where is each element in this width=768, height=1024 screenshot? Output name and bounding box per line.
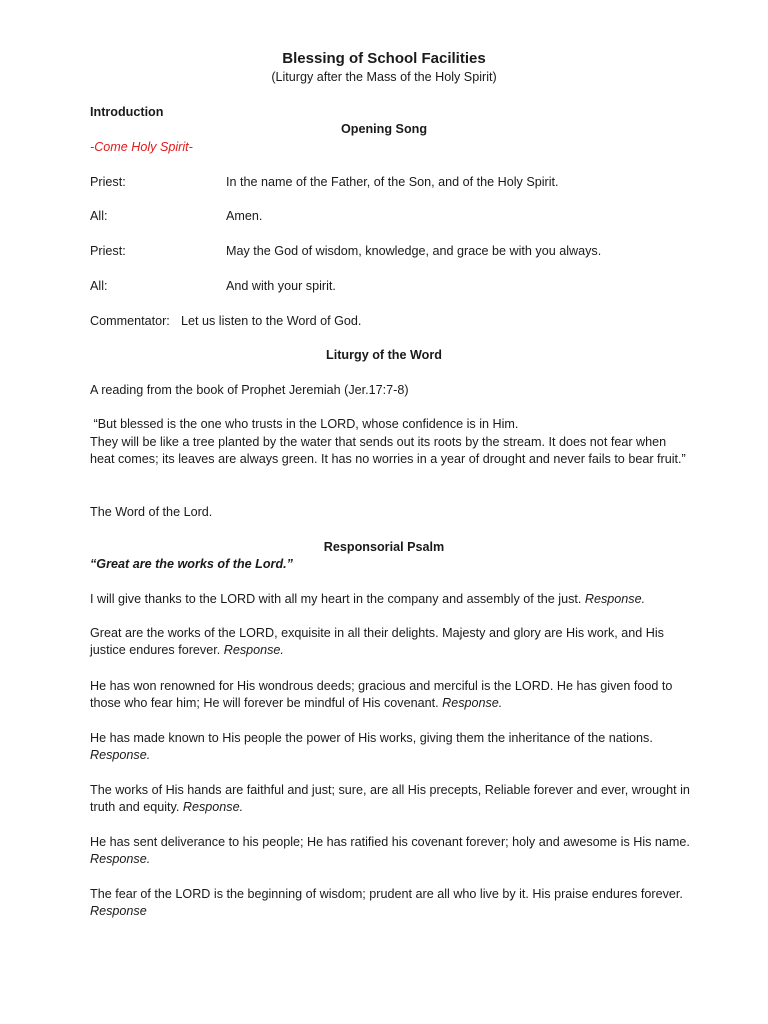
psalm-verse-response: Response.: [584, 592, 646, 606]
psalm-verse-text: The works of His hands are faithful and just; sure, are all His precepts, Reliable forever and ever, wrought in truth and equity.: [90, 783, 690, 815]
psalm-verse-response: Response.: [90, 852, 151, 867]
reading-paragraph: They will be like a tree planted by the water that sends out its roots by the stream. It does not fear when heat comes; its leaves are always green. It has no worries in a year of drought and never fails to bear fruit.”: [90, 435, 686, 467]
psalm-verse-response: Response.: [223, 643, 284, 658]
dialogue-speaker: All:: [90, 279, 108, 293]
dialogue-text: And with your spirit.: [226, 279, 336, 293]
commentator-speaker: Commentator:: [90, 314, 170, 328]
dialogue-speaker: All:: [90, 209, 108, 223]
dialogue-speaker: Priest:: [90, 175, 126, 189]
psalm-verse-response: Response.: [90, 748, 151, 763]
psalm-verse: [90, 625, 690, 660]
psalm-verse-response: Response.: [442, 696, 503, 711]
psalm-verse: [90, 591, 690, 608]
commentator-text: Let us listen to the Word of God.: [181, 314, 362, 328]
opening-song-heading: Opening Song: [340, 122, 428, 136]
introduction-heading: Introduction: [90, 105, 164, 119]
psalm-verse: [90, 834, 690, 869]
reading-line: “But blessed is the one who trusts in the LORD, whose confidence is in Him.: [90, 417, 519, 431]
psalm-response: “Great are the works of the Lord.”: [90, 557, 293, 571]
reading-intro: A reading from the book of Prophet Jeremiah (Jer.17:7-8): [90, 383, 409, 397]
psalm-verse: [90, 678, 690, 713]
reading-close: The Word of the Lord.: [90, 505, 213, 519]
psalm-verse-text: Great are the works of the LORD, exquisite in all their delights. Majesty and glory are His work, and His justice endures forever.: [90, 626, 664, 658]
psalm-verse: [90, 730, 690, 765]
dialogue-text: Amen.: [226, 209, 263, 223]
psalm-verse-response: Response.: [182, 800, 244, 815]
psalm-verse-response: Response: [90, 904, 147, 919]
dialogue-text: In the name of the Father, of the Son, and of the Holy Spirit.: [226, 175, 559, 189]
psalm-verse-text: He has sent deliverance to his people; He has ratified his covenant forever; holy and awesome is His name.: [90, 835, 690, 849]
dialogue-text: May the God of wisdom, knowledge, and grace be with you always.: [226, 244, 602, 258]
psalm-verse-text: I will give thanks to the LORD with all my heart in the company and assembly of the just.: [90, 592, 585, 606]
psalm-heading: Responsorial Psalm: [323, 540, 445, 554]
document-title: Blessing of School Facilities: [282, 50, 486, 67]
psalm-verse: [90, 886, 690, 921]
psalm-verse-text: He has won renowned for His wondrous deeds; gracious and merciful is the LORD. He has given food to those who fear him; He will forever be mindful of His covenant.: [90, 679, 673, 711]
opening-song-title: -Come Holy Spirit-: [90, 140, 193, 154]
psalm-verse-text: The fear of the LORD is the beginning of wisdom; prudent are all who live by it. His praise endures forever.: [90, 887, 683, 901]
dialogue-speaker: Priest:: [90, 244, 126, 258]
psalm-verse-text: He has made known to His people the power of His works, giving them the inheritance of the nations.: [90, 731, 653, 745]
document-subtitle: (Liturgy after the Mass of the Holy Spirit): [271, 70, 497, 84]
psalm-verse: [90, 782, 690, 817]
liturgy-heading: Liturgy of the Word: [326, 348, 442, 362]
